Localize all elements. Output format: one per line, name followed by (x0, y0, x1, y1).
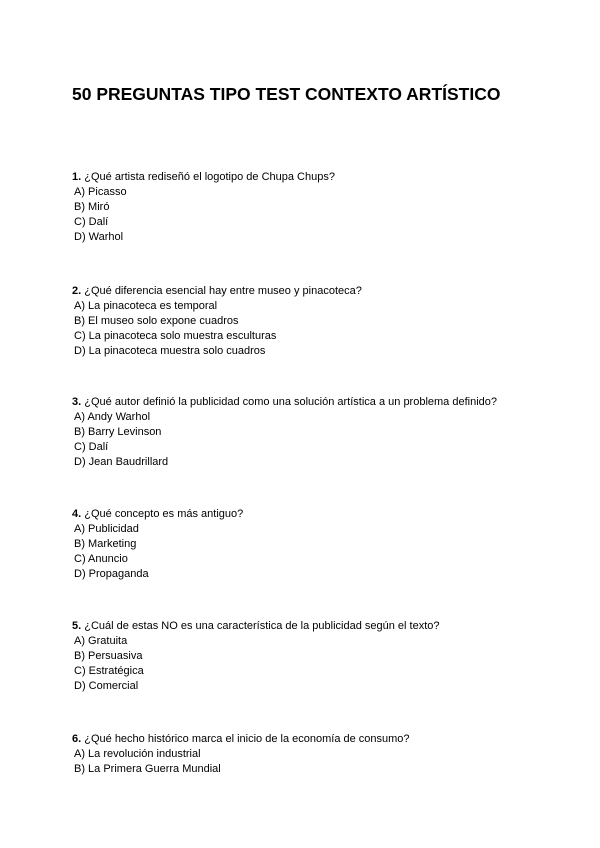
question-text (72, 619, 552, 634)
answer-option-b: B) El museo solo expone cuadros (74, 315, 239, 327)
question-number: 3. (72, 396, 82, 408)
answer-options (72, 299, 552, 359)
question-text (72, 732, 552, 747)
answer-option-a: A) La revolución industrial (74, 748, 201, 760)
question-5 (72, 619, 552, 694)
question-number: 1. (72, 171, 82, 183)
answer-option-d: D) Propaganda (74, 568, 149, 580)
question-text (72, 284, 552, 299)
question-number: 6. (72, 733, 82, 745)
answer-option-a: A) Picasso (74, 186, 127, 198)
question-prompt: ¿Cuál de estas NO es una característica de la publicidad según el texto? (84, 620, 440, 632)
question-prompt: ¿Qué artista rediseñó el logotipo de Chupa Chups? (84, 171, 335, 183)
page-title: 50 PREGUNTAS TIPO TEST CONTEXTO ARTÍSTICO (72, 84, 501, 104)
question-prompt: ¿Qué autor definió la publicidad como una solución artística a un problema definido? (84, 396, 498, 408)
answer-option-d: D) La pinacoteca muestra solo cuadros (74, 345, 266, 357)
answer-option-b: B) Marketing (74, 538, 137, 550)
answer-options (72, 185, 552, 245)
question-prompt: ¿Qué hecho histórico marca el inicio de la economía de consumo? (84, 733, 410, 745)
answer-option-c: C) Dalí (74, 441, 109, 453)
answer-options (72, 747, 552, 777)
answer-option-b: B) Miró (74, 201, 110, 213)
answer-option-c: C) La pinacoteca solo muestra esculturas (74, 330, 277, 342)
answer-option-b: B) Barry Levinson (74, 426, 162, 438)
question-text (72, 395, 552, 410)
answer-options (72, 522, 552, 582)
question-1 (72, 170, 552, 245)
answer-options (72, 410, 552, 470)
answer-option-a: A) La pinacoteca es temporal (74, 300, 218, 312)
answer-option-b: B) Persuasiva (74, 650, 143, 662)
answer-option-a: A) Publicidad (74, 523, 139, 535)
answer-option-d: D) Warhol (74, 231, 124, 243)
question-4 (72, 507, 552, 582)
answer-option-d: D) Comercial (74, 680, 139, 692)
question-prompt: ¿Qué concepto es más antiguo? (84, 508, 244, 520)
answer-option-d: D) Jean Baudrillard (74, 456, 169, 468)
answer-option-c: C) Estratégica (74, 665, 144, 677)
question-text (72, 170, 552, 185)
question-number: 4. (72, 508, 82, 520)
answer-option-c: C) Dalí (74, 216, 109, 228)
question-2 (72, 284, 552, 359)
question-text (72, 507, 552, 522)
answer-option-a: A) Andy Warhol (74, 411, 151, 423)
question-3 (72, 395, 552, 470)
question-6 (72, 732, 552, 777)
answer-option-c: C) Anuncio (74, 553, 128, 565)
answer-option-b: B) La Primera Guerra Mundial (74, 763, 221, 775)
answer-option-a: A) Gratuita (74, 635, 128, 647)
question-number: 5. (72, 620, 82, 632)
question-number: 2. (72, 285, 82, 297)
question-prompt: ¿Qué diferencia esencial hay entre museo y pinacoteca? (84, 285, 362, 297)
answer-options (72, 634, 552, 694)
